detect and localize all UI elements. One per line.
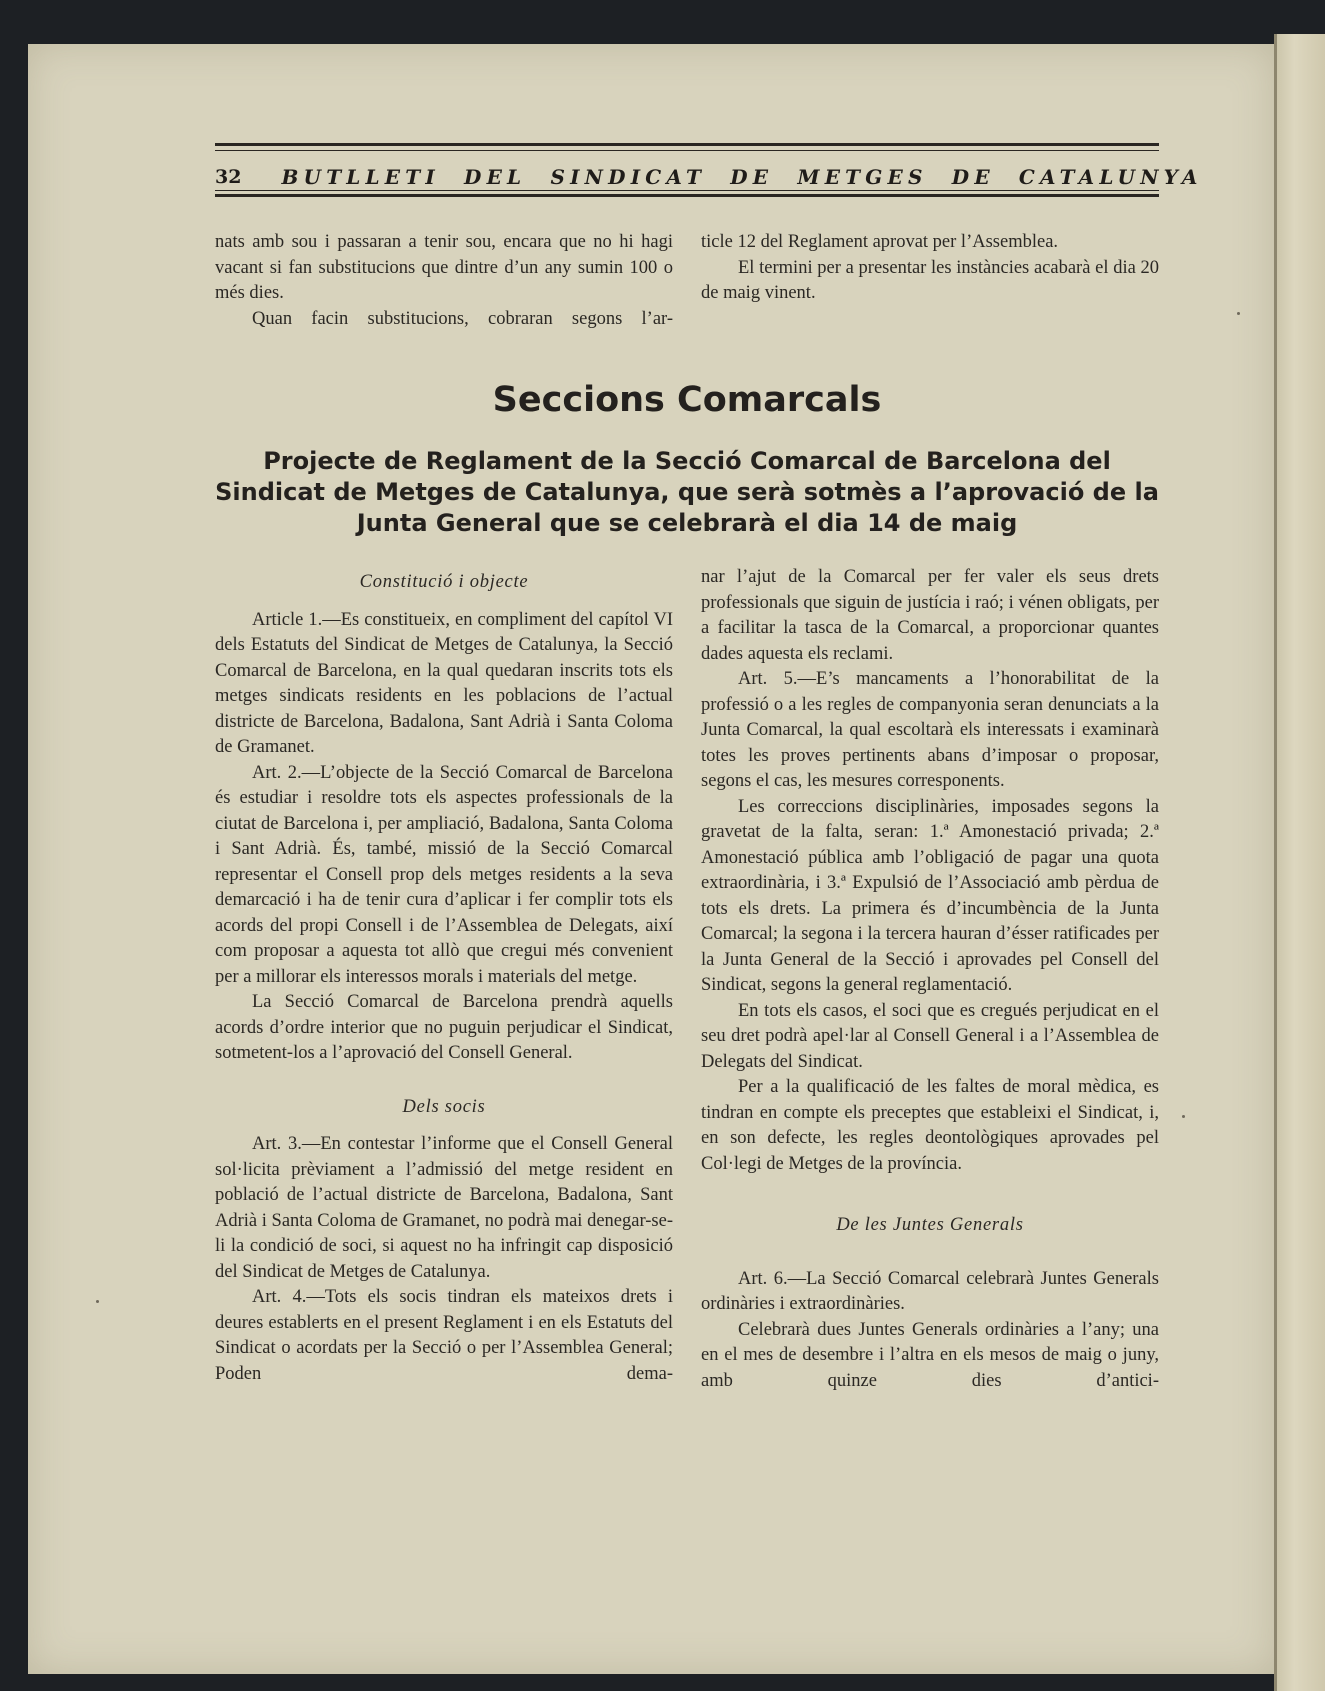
- running-head: [215, 160, 1203, 194]
- article-1: Article 1.—Es constitueix, en compliment del capítol VI dels Estatuts del Sindicat de Metges de Catalunya, la Secció Comarcal de Barcelona, en la qual quedaran inscrits tots els metges sindicats residents en les poblacions de l’actual districte de Barcelona, Badalona, Sant Adrià i Santa Coloma de Gramanet.: [215, 609, 673, 757]
- header-rule-bottom: [215, 194, 1159, 197]
- subheading-socis: Dels socis: [402, 1096, 486, 1117]
- article-5: Art. 5.—E’s mancaments a l’honorabilitat de la professió o a les regles de companyonia seran denunciats a la Junta Comarcal, la qual escoltarà els interessats i examinarà totes les proves pertinents abans d’imposar o proposar, segons el cas, les mesures corresponents.: [701, 669, 1159, 791]
- paper-speck: [1182, 1115, 1185, 1118]
- paragraph: ticle 12 del Reglament aprovat per l’Assemblea.: [701, 232, 1059, 252]
- section-title: Seccions Comarcals: [492, 380, 882, 420]
- subheading-constitucio: Constitució i objecte: [359, 572, 529, 592]
- article-2-cont: La Secció Comarcal de Barcelona prendrà aquells acords d’ordre interior que no puguin perjudicar el Sindicat, sotmetent-los a l’aprovació del Consell General.: [215, 992, 673, 1063]
- article-5-appeal: En tots els casos, el soci que es cregués perjudicat en el seu dret podrà apel·lar al Consell General i a l’Assemblea de Delegats del Sindicat.: [701, 1000, 1159, 1072]
- left-column: [215, 570, 673, 1387]
- article-2: Art. 2.—L’objecte de la Secció Comarcal de Barcelona és estudiar i resoldre tots els aspectes professionals de la ciutat de Barcelona i, per ampliació, Badalona, Santa Coloma i Sant Adrià. És, també, missió de la Secció Comarcal representar el Consell prop dels metges residents a la seva demarcació i ha de tenir cura d’aplicar i fer complir tots els acords del propi Consell i de l’Assemblea de Delegats, així com proposar a aquesta tot allò que cregui més convenient per a millorar els interessos morals i materials del metge.: [215, 762, 673, 987]
- article-4: Art. 4.—Tots els socis tindran els mateixos drets i deures establerts en el present Reglament i en els Estatuts del Sindicat o acordats per la Secció o per l’Assemblea General; Poden dema-: [215, 1287, 673, 1384]
- top-right-column: [701, 230, 1159, 307]
- article-heading: Projecte de Reglament de la Secció Comarcal de Barcelona del Sindicat de Metges de Catalunya, que serà sotmès a l’aprovació de la Junta General que se celebrarà el dia 14 de maig: [215, 447, 1159, 537]
- next-page-edge: [1274, 34, 1325, 1691]
- paper-speck: [1237, 312, 1240, 315]
- header-rule-bottom-thin: [215, 190, 1159, 191]
- article-5-moral: Per a la qualificació de les faltes de moral mèdica, es tindran en compte els preceptes que estableixi el Sindicat, i, en son defecte, les regles deontològiques aprovades pel Col·legi de Metges de la província.: [701, 1077, 1159, 1174]
- article-5-corrections: Les correccions disciplinàries, imposades segons la gravetat de la falta, seran: 1.ª Amonestació privada; 2.ª Amonestació pública amb l’obligació de pagar una quota extraordinària, i 3.ª Expulsió de l’Associació amb pèrdua de tots els drets. La primera és d’incumbència de la Junta Comarcal; la segona i la tercera hauran d’ésser ratificades per la Junta General de la Secció i aprovades pel Consell del Sindicat, segons la general reglamentació.: [701, 796, 1159, 995]
- paper-speck: [96, 1300, 99, 1303]
- page-number: 32: [215, 166, 242, 188]
- subheading-juntes: De les Juntes Generals: [836, 1215, 1024, 1235]
- article-3: Art. 3.—En contestar l’informe que el Consell General sol·licita prèviament a l’admissió del metge resident en població de l’actual districte de Barcelona, Badalona, Sant Adrià i Santa Coloma de Gramanet, no podrà mai denegar-se-li la condició de soci, si aquest no ha infringit cap disposició del Sindicat de Metges de Catalunya.: [215, 1134, 673, 1282]
- paragraph: El termini per a presentar les instàncies acabarà el dia 20 de maig vinent.: [701, 257, 1159, 303]
- header-rule-top: [215, 143, 1159, 146]
- paragraph: Quan facin substitucions, cobraran segons l’ar-: [252, 308, 673, 329]
- right-column: [701, 565, 1159, 1394]
- article-6-cont: Celebrarà dues Juntes Generals ordinàries a l’any; una en el mes de desembre i l’altra en els mesos de maig o juny, amb quinze dies d’antici-: [701, 1319, 1159, 1391]
- top-left-column: [215, 230, 673, 332]
- journal-title: BUTLLETI DEL SINDICAT DE METGES DE CATALUNYA: [281, 165, 1203, 189]
- article-6: Art. 6.—La Secció Comarcal celebrarà Juntes Generals ordinàries i extraordinàries.: [701, 1268, 1159, 1314]
- paragraph: nats amb sou i passaran a tenir sou, encara que no hi hagi vacant si fan substitucions que dintre d’un any sumin 100 o més dies.: [215, 232, 673, 303]
- article-4-cont: nar l’ajut de la Comarcal per fer valer els seus drets professionals que siguin de justícia i raó; i vénen obligats, per a facilitar la tasca de la Comarcal, a proporcionar quantes dades aquesta els reclami.: [701, 567, 1159, 664]
- header-rule-top-thin: [215, 150, 1159, 151]
